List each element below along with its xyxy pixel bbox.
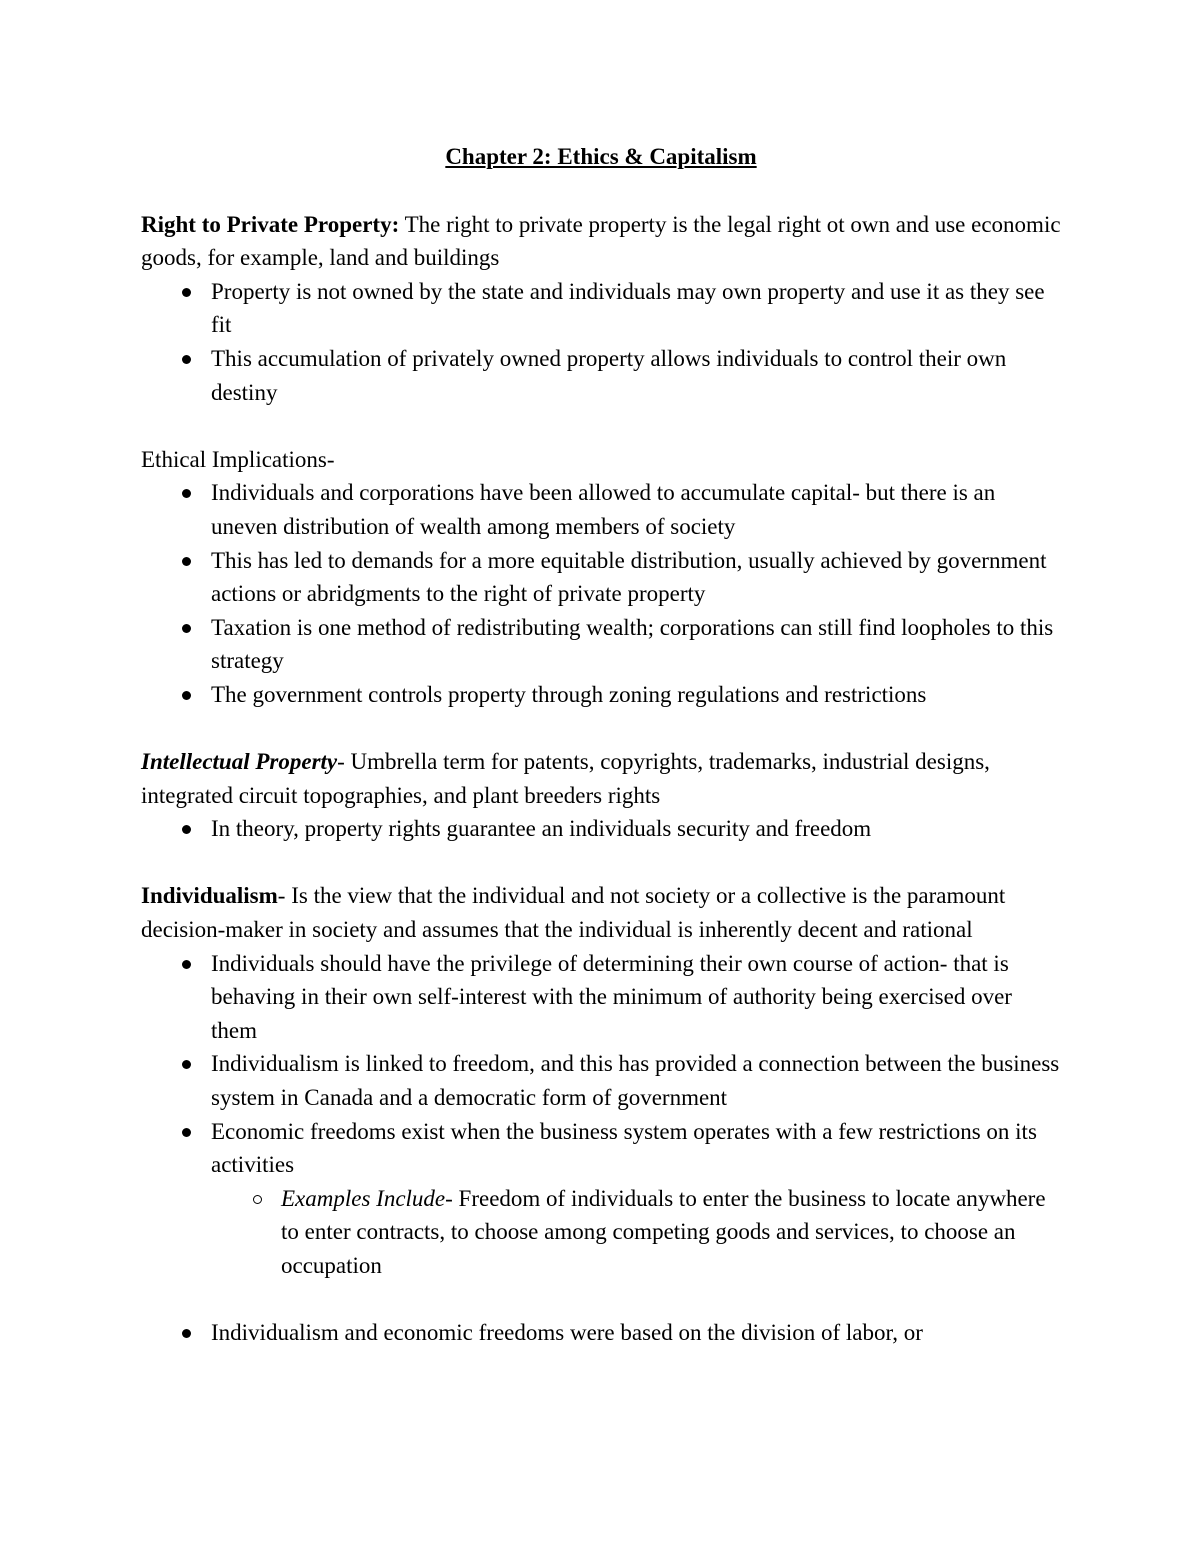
list-item [141, 678, 1061, 712]
list-item-text: Individualism and economic freedoms were based on the division of labor, or [211, 1320, 923, 1346]
individualism-definition: - Is the view that the individual and not society or a collective is the paramount decision-maker in society and assumes that the individual is inherently decent and rational [141, 883, 1006, 943]
sub-list-item [211, 1182, 1061, 1283]
page-title: Chapter 2: Ethics & Capitalism [445, 144, 757, 169]
list-item [141, 544, 1061, 611]
examples-label: Examples Include [281, 1185, 446, 1211]
list-item [141, 1115, 1061, 1283]
bullet-icon [182, 960, 191, 969]
bullet-icon [182, 825, 191, 834]
list-item-text: Individuals should have the privilege of determining their own course of action- that is behaving in their own self-interest with the minimum of authority being exercised over them [211, 950, 1012, 1043]
spacer [141, 712, 1061, 746]
list-item-text: Taxation is one method of redistributing wealth; corporations can still find loopholes to this strategy [211, 614, 1054, 674]
bullet-icon [182, 624, 191, 633]
spacer [141, 409, 1061, 443]
list-item [141, 1047, 1061, 1114]
private-property-paragraph [141, 208, 1061, 275]
individualism-list-continued [141, 1316, 1061, 1350]
intellectual-property-term: Intellectual Property [141, 749, 338, 775]
list-item-text: This accumulation of privately owned property allows individuals to control their own destiny [211, 345, 1007, 405]
private-property-term: Right to Private Property: [141, 211, 400, 237]
bullet-icon [182, 288, 191, 297]
intellectual-property-paragraph [141, 745, 1061, 812]
list-item [141, 342, 1061, 409]
intellectual-property-list [141, 812, 1061, 846]
document-page [141, 140, 1061, 1350]
list-item-text: This has led to demands for a more equitable distribution, usually achieved by government actions or abridgments to the right of private property [211, 547, 1047, 607]
list-item [141, 812, 1061, 846]
list-item [141, 611, 1061, 678]
private-property-list [141, 275, 1061, 409]
bullet-icon [182, 691, 191, 700]
list-item-text: In theory, property rights guarantee an individuals security and freedom [211, 816, 872, 842]
examples-text: - Freedom of individuals to enter the business to locate anywhere to enter contracts, to choose among competing goods and services, to choose an occupation [281, 1185, 1046, 1278]
list-item-text: Individualism is linked to freedom, and this has provided a connection between the business system in Canada and a democratic form of government [211, 1051, 1060, 1111]
individualism-paragraph [141, 879, 1061, 946]
list-item-text: The government controls property through zoning regulations and restrictions [211, 681, 927, 707]
individualism-list [141, 947, 1061, 1283]
bullet-icon [182, 1060, 191, 1069]
spacer [141, 846, 1061, 880]
bullet-icon [182, 355, 191, 364]
bullet-icon [182, 557, 191, 566]
ethical-implications-heading: Ethical Implications- [141, 446, 335, 472]
hollow-bullet-icon [253, 1195, 262, 1204]
individualism-term: Individualism [141, 883, 278, 909]
list-item-text: Property is not owned by the state and individuals may own property and use it as they see fit [211, 278, 1045, 338]
list-item [141, 476, 1061, 543]
bullet-icon [182, 489, 191, 498]
examples-sublist [211, 1182, 1061, 1283]
intellectual-property-definition: - Umbrella term for patents, copyrights, trademarks, industrial designs, integrated circuit topographies, and plant breeders rights [141, 749, 990, 808]
spacer [141, 1283, 1061, 1317]
bullet-icon [182, 1329, 191, 1338]
ethical-implications-list [141, 476, 1061, 711]
list-item [141, 947, 1061, 1048]
list-item [141, 1316, 1061, 1350]
list-item-text: Individuals and corporations have been allowed to accumulate capital- but there is an uneven distribution of wealth among members of society [211, 480, 996, 539]
list-item [141, 275, 1061, 342]
private-property-definition: The right to private property is the legal right ot own and use economic goods, for example, land and buildings [141, 211, 1061, 271]
bullet-icon [182, 1128, 191, 1137]
spacer [141, 174, 1061, 208]
list-item-text: Economic freedoms exist when the business system operates with a few restrictions on its activities [211, 1118, 1037, 1178]
